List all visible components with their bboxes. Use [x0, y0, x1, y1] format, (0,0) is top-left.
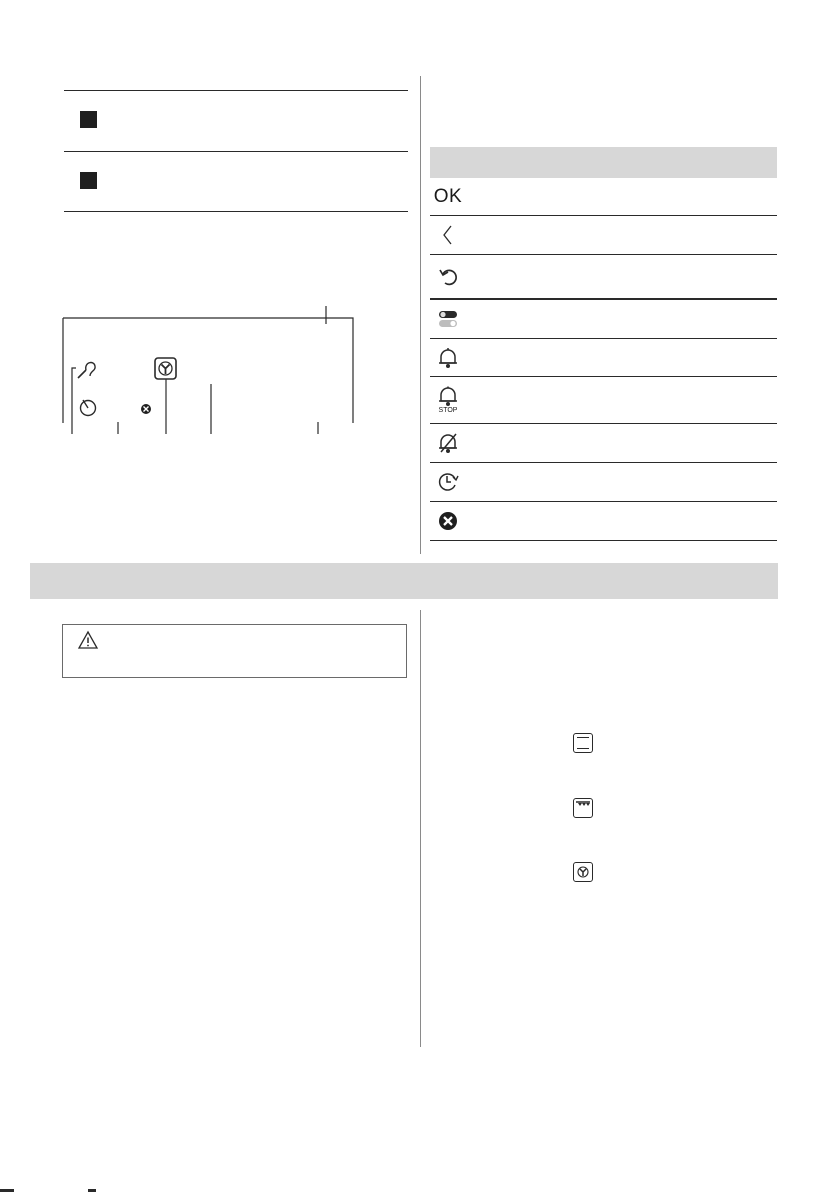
timer-icon	[430, 463, 466, 501]
table-header	[430, 147, 777, 178]
bell-off-icon	[430, 424, 466, 462]
undo-icon	[430, 255, 466, 298]
fan-heating-icon	[573, 862, 593, 882]
divider-line	[64, 211, 408, 212]
section-header-band	[30, 563, 778, 599]
warning-triangle-icon	[77, 630, 99, 650]
table-row	[430, 463, 777, 502]
square-key-icon	[80, 172, 97, 189]
table-row	[430, 178, 777, 216]
cancel-x-icon	[430, 502, 466, 540]
table-row	[430, 424, 777, 463]
table-row	[430, 255, 777, 300]
table-row	[430, 377, 777, 424]
chevron-left-icon	[430, 216, 466, 254]
fan-heating-icon	[155, 358, 176, 379]
table-row	[430, 502, 777, 541]
column-divider	[420, 610, 421, 1047]
core-probe-icon	[78, 363, 95, 378]
square-key-icon	[80, 111, 97, 128]
divider-line	[64, 151, 408, 152]
top-heat-icon	[573, 798, 593, 818]
toggle-icon	[430, 300, 466, 338]
table-row	[430, 339, 777, 377]
table-row	[430, 300, 777, 339]
cancel-x-icon	[141, 404, 151, 414]
symbol-table	[430, 147, 777, 541]
table-row	[430, 216, 777, 255]
conventional-heating-icon	[573, 733, 593, 753]
column-divider	[420, 76, 421, 554]
bell-stop-icon: STOP	[430, 377, 466, 423]
display-diagram	[60, 300, 360, 440]
timer-icon	[81, 400, 96, 416]
warning-box	[62, 624, 407, 678]
bell-icon	[430, 339, 466, 376]
ok-icon: OK	[433, 185, 463, 207]
divider-line	[64, 90, 408, 91]
